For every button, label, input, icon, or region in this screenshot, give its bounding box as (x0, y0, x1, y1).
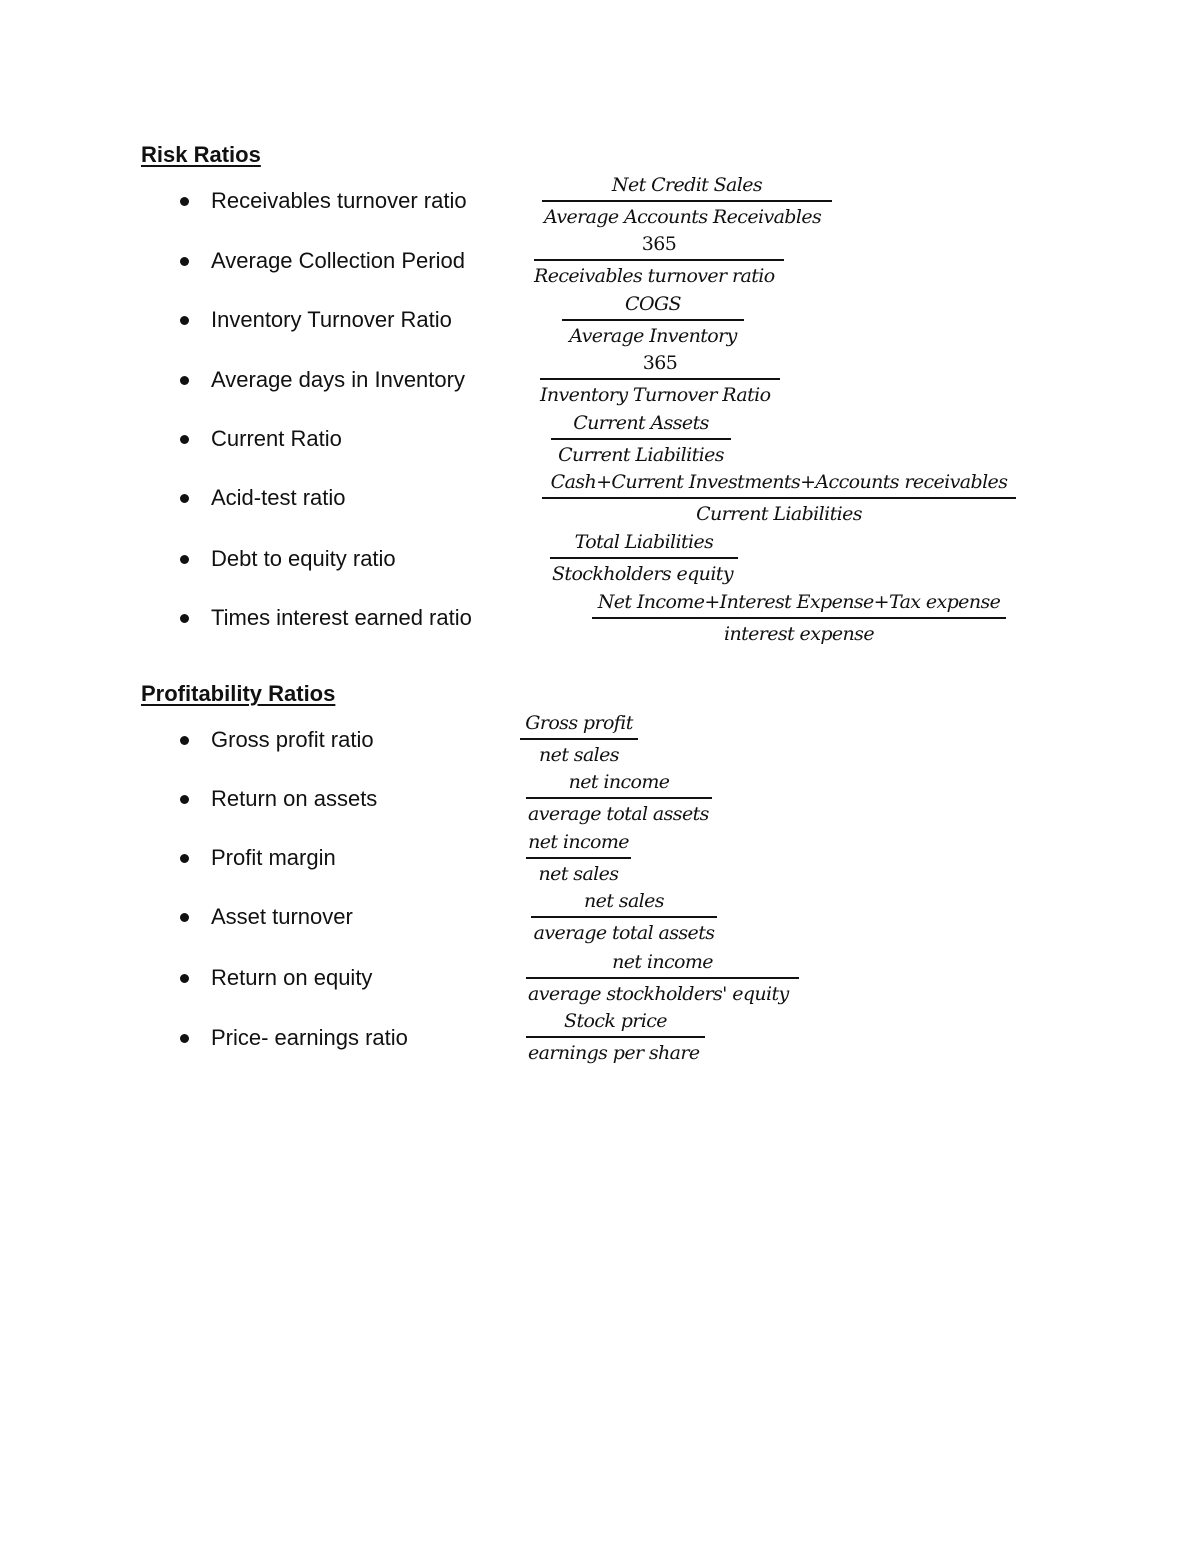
inventory-turnover-formula (562, 292, 744, 348)
formula-numerator: 365 (534, 232, 784, 261)
price-earnings-label: Price- earnings ratio (211, 1025, 408, 1050)
formula-denominator: interest expense (724, 623, 874, 645)
formula-denominator: net sales (538, 863, 619, 885)
formula-numerator: Gross profit (520, 711, 638, 740)
return-on-assets-label: Return on assets (211, 786, 378, 811)
debt-to-equity-formula (550, 530, 738, 586)
formula-numerator: 365 (540, 351, 780, 380)
profitability-ratios-heading: Profitability Ratios (141, 681, 336, 706)
bullet-icon (180, 614, 189, 623)
average-collection-period-label: Average Collection Period (211, 248, 465, 273)
times-interest-earned-formula (592, 590, 1006, 646)
formula-denominator: Receivables turnover ratio (534, 265, 775, 287)
bullet-icon (180, 974, 189, 983)
asset-turnover-formula (531, 889, 717, 945)
bullet-icon (180, 197, 189, 206)
formula-numerator: Stock price (526, 1009, 705, 1038)
inventory-turnover-label: Inventory Turnover Ratio (211, 307, 452, 332)
formula-numerator: Net Credit Sales (542, 173, 832, 202)
bullet-icon (180, 1034, 189, 1043)
return-on-equity-label: Return on equity (211, 965, 373, 990)
formula-denominator: Average Accounts Receivables (544, 206, 822, 228)
formula-denominator: Inventory Turnover Ratio (540, 384, 771, 406)
formula-numerator: Net Income+Interest Expense+Tax expense (592, 590, 1006, 619)
formula-numerator: net income (526, 830, 631, 859)
current-ratio-label: Current Ratio (211, 426, 342, 451)
average-days-inventory-label: Average days in Inventory (211, 367, 465, 392)
formula-denominator: average total assets (533, 922, 715, 944)
formula-numerator: Total Liabilities (550, 530, 738, 559)
formula-denominator: average total assets (528, 803, 709, 825)
formula-denominator: Average Inventory (569, 325, 737, 347)
formula-denominator: Stockholders equity (552, 563, 733, 585)
times-interest-earned-label: Times interest earned ratio (211, 605, 472, 630)
current-ratio-formula (551, 411, 731, 467)
formula-numerator: net income (526, 770, 712, 799)
formula-denominator: earnings per share (528, 1042, 700, 1064)
bullet-icon (180, 316, 189, 325)
bullet-icon (180, 435, 189, 444)
formula-denominator: Current Liabilities (696, 503, 862, 525)
profit-margin-formula (526, 830, 631, 886)
return-on-assets-formula (526, 770, 712, 826)
formula-numerator: Cash+Current Investments+Accounts receivables (542, 470, 1016, 499)
bullet-icon (180, 555, 189, 564)
bullet-icon (180, 736, 189, 745)
bullet-icon (180, 854, 189, 863)
formula-numerator: net income (526, 950, 799, 979)
bullet-icon (180, 494, 189, 503)
profit-margin-label: Profit margin (211, 845, 336, 870)
formula-denominator: Current Liabilities (558, 444, 724, 466)
bullet-icon (180, 257, 189, 266)
gross-profit-ratio-formula (520, 711, 638, 767)
price-earnings-formula (526, 1009, 705, 1065)
return-on-equity-formula (526, 950, 799, 1006)
acid-test-formula (542, 470, 1016, 526)
average-days-inventory-formula (540, 351, 780, 407)
average-collection-period-formula (534, 232, 784, 288)
formula-denominator: net sales (539, 744, 619, 766)
gross-profit-ratio-label: Gross profit ratio (211, 727, 374, 752)
acid-test-label: Acid-test ratio (211, 485, 346, 510)
formula-numerator: Current Assets (551, 411, 731, 440)
formula-denominator: average stockholders' equity (528, 983, 789, 1005)
risk-ratios-heading: Risk Ratios (141, 142, 261, 167)
bullet-icon (180, 795, 189, 804)
receivables-turnover-formula (542, 173, 832, 229)
bullet-icon (180, 376, 189, 385)
bullet-icon (180, 913, 189, 922)
formula-numerator: COGS (562, 292, 744, 321)
debt-to-equity-label: Debt to equity ratio (211, 546, 396, 571)
asset-turnover-label: Asset turnover (211, 904, 353, 929)
formula-numerator: net sales (531, 889, 717, 918)
receivables-turnover-label: Receivables turnover ratio (211, 188, 467, 213)
